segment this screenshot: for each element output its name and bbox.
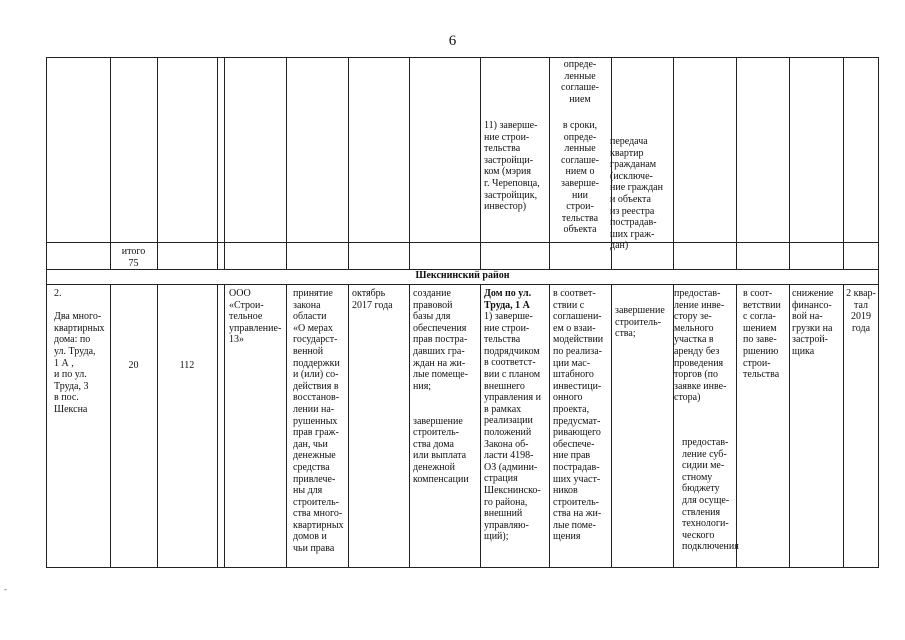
col-line bbox=[286, 57, 287, 269]
table-left-border bbox=[46, 57, 47, 568]
timeline-cell: 2 квар- тал 2019 года bbox=[846, 288, 876, 334]
scan-mark: - bbox=[4, 584, 7, 594]
top-terms-cell: в сроки, опреде- ленные соглаше- нием о заверше- нии строи- тельства объекта bbox=[561, 120, 599, 236]
participants-count-cell: 20 bbox=[128, 360, 139, 371]
col-line bbox=[843, 57, 844, 269]
col-line bbox=[157, 284, 158, 568]
row-line bbox=[46, 242, 879, 243]
top-agreement-cell: опреде- ленные соглаше- нием bbox=[561, 59, 599, 105]
col-line bbox=[409, 284, 410, 568]
total-row-label: итого 75 bbox=[121, 246, 146, 269]
apartments-count-cell: 112 bbox=[179, 360, 195, 371]
land-lease-cell: предостав- ление инве- стору зе- мельного участка в аренду без проведения торгов (по заявке инве- стора) bbox=[674, 288, 727, 404]
col-line bbox=[110, 57, 111, 269]
financial-burden-cell: снижение финансо- вой на- грузки на застрой- щика bbox=[792, 288, 834, 357]
col-line bbox=[217, 284, 218, 568]
top-item11-cell: 11) заверше- ние строи- тельства застройщи- ком (мэрия г. Череповца, застройщик, инвестор) bbox=[484, 120, 540, 213]
subsidy-cell: предостав- ление суб- сидии ме- стному бюджету для осуще- ствления технологи- ческого подключения bbox=[682, 437, 739, 553]
measures-table bbox=[46, 57, 879, 568]
col-line bbox=[789, 57, 790, 269]
table-top-border bbox=[46, 57, 879, 58]
construction-completion-cell: завершение строитель- ства; bbox=[615, 305, 665, 340]
col-line bbox=[409, 57, 410, 269]
page-number: 6 bbox=[448, 33, 457, 49]
col-line bbox=[611, 284, 612, 568]
col-line bbox=[480, 284, 481, 568]
col-line bbox=[789, 284, 790, 568]
col-line bbox=[157, 57, 158, 269]
deadline-cell: октябрь 2017 года bbox=[352, 288, 393, 311]
col-line bbox=[286, 284, 287, 568]
col-line bbox=[224, 284, 225, 568]
legal-basis-cell: создание правовой базы для обеспечения прав постра- давших гра- ждан на жи- лые помеще- ния; завершение строитель- ства дома или выплата денежной компенсации bbox=[413, 288, 469, 485]
house-heading: Дом по ул. Труда, 1 А bbox=[484, 288, 532, 311]
law-adoption-cell: принятие закона области «О мерах государст- венной поддержки и (или) со- действия в восстанов- лении на- рушенных прав граж- дан, чьи денежные средства привлече- ны для строитель- ства много- квартирных домов и чьи права bbox=[293, 288, 344, 555]
per-agreement-cell: в соот- ветствии с согла- шением по заве- ршению строи- тельства bbox=[743, 288, 781, 381]
agreement-cell: в соответ- ствии с соглашени- ем о взаи- модействии по реализа- ции мас- штабного инвестици- онного проекта, предусмат- ривающего обеспече- ние прав пострадав- ших участ- ников строитель- ства на жи- лые поме- щения bbox=[553, 288, 604, 543]
col-line bbox=[348, 57, 349, 269]
district-header: Шекснинский район bbox=[415, 270, 510, 281]
col-line bbox=[217, 57, 218, 269]
col-line bbox=[110, 284, 111, 568]
col-line bbox=[673, 57, 674, 269]
col-line bbox=[480, 57, 481, 269]
completion-plan-cell: 1) заверше- ние строи- тельства подрядчиком в соответст- вии с планом внешнего управления и в рамках реализации положений Закона об- ласти 4198- ОЗ (админи- страция Шекснинско- го района, внешний управляю- щий); bbox=[484, 311, 541, 543]
table-bottom-border bbox=[46, 567, 879, 568]
row-line bbox=[46, 284, 879, 285]
developer-cell: ООО «Строи- тельное управление- 13» bbox=[229, 288, 282, 346]
col-line bbox=[549, 284, 550, 568]
top-transfer-cell: передача квартир гражданам (исключе- ние граждан и объекта из реестра пострадав- ших граж- дан) bbox=[610, 136, 663, 252]
object-name-cell: 2. Два много- квартирных дома: по ул. Труда, 1 А , и по ул. Труда, 3 в пос. Шексна bbox=[54, 288, 105, 415]
col-line bbox=[348, 284, 349, 568]
col-line bbox=[736, 57, 737, 269]
col-line bbox=[224, 57, 225, 269]
